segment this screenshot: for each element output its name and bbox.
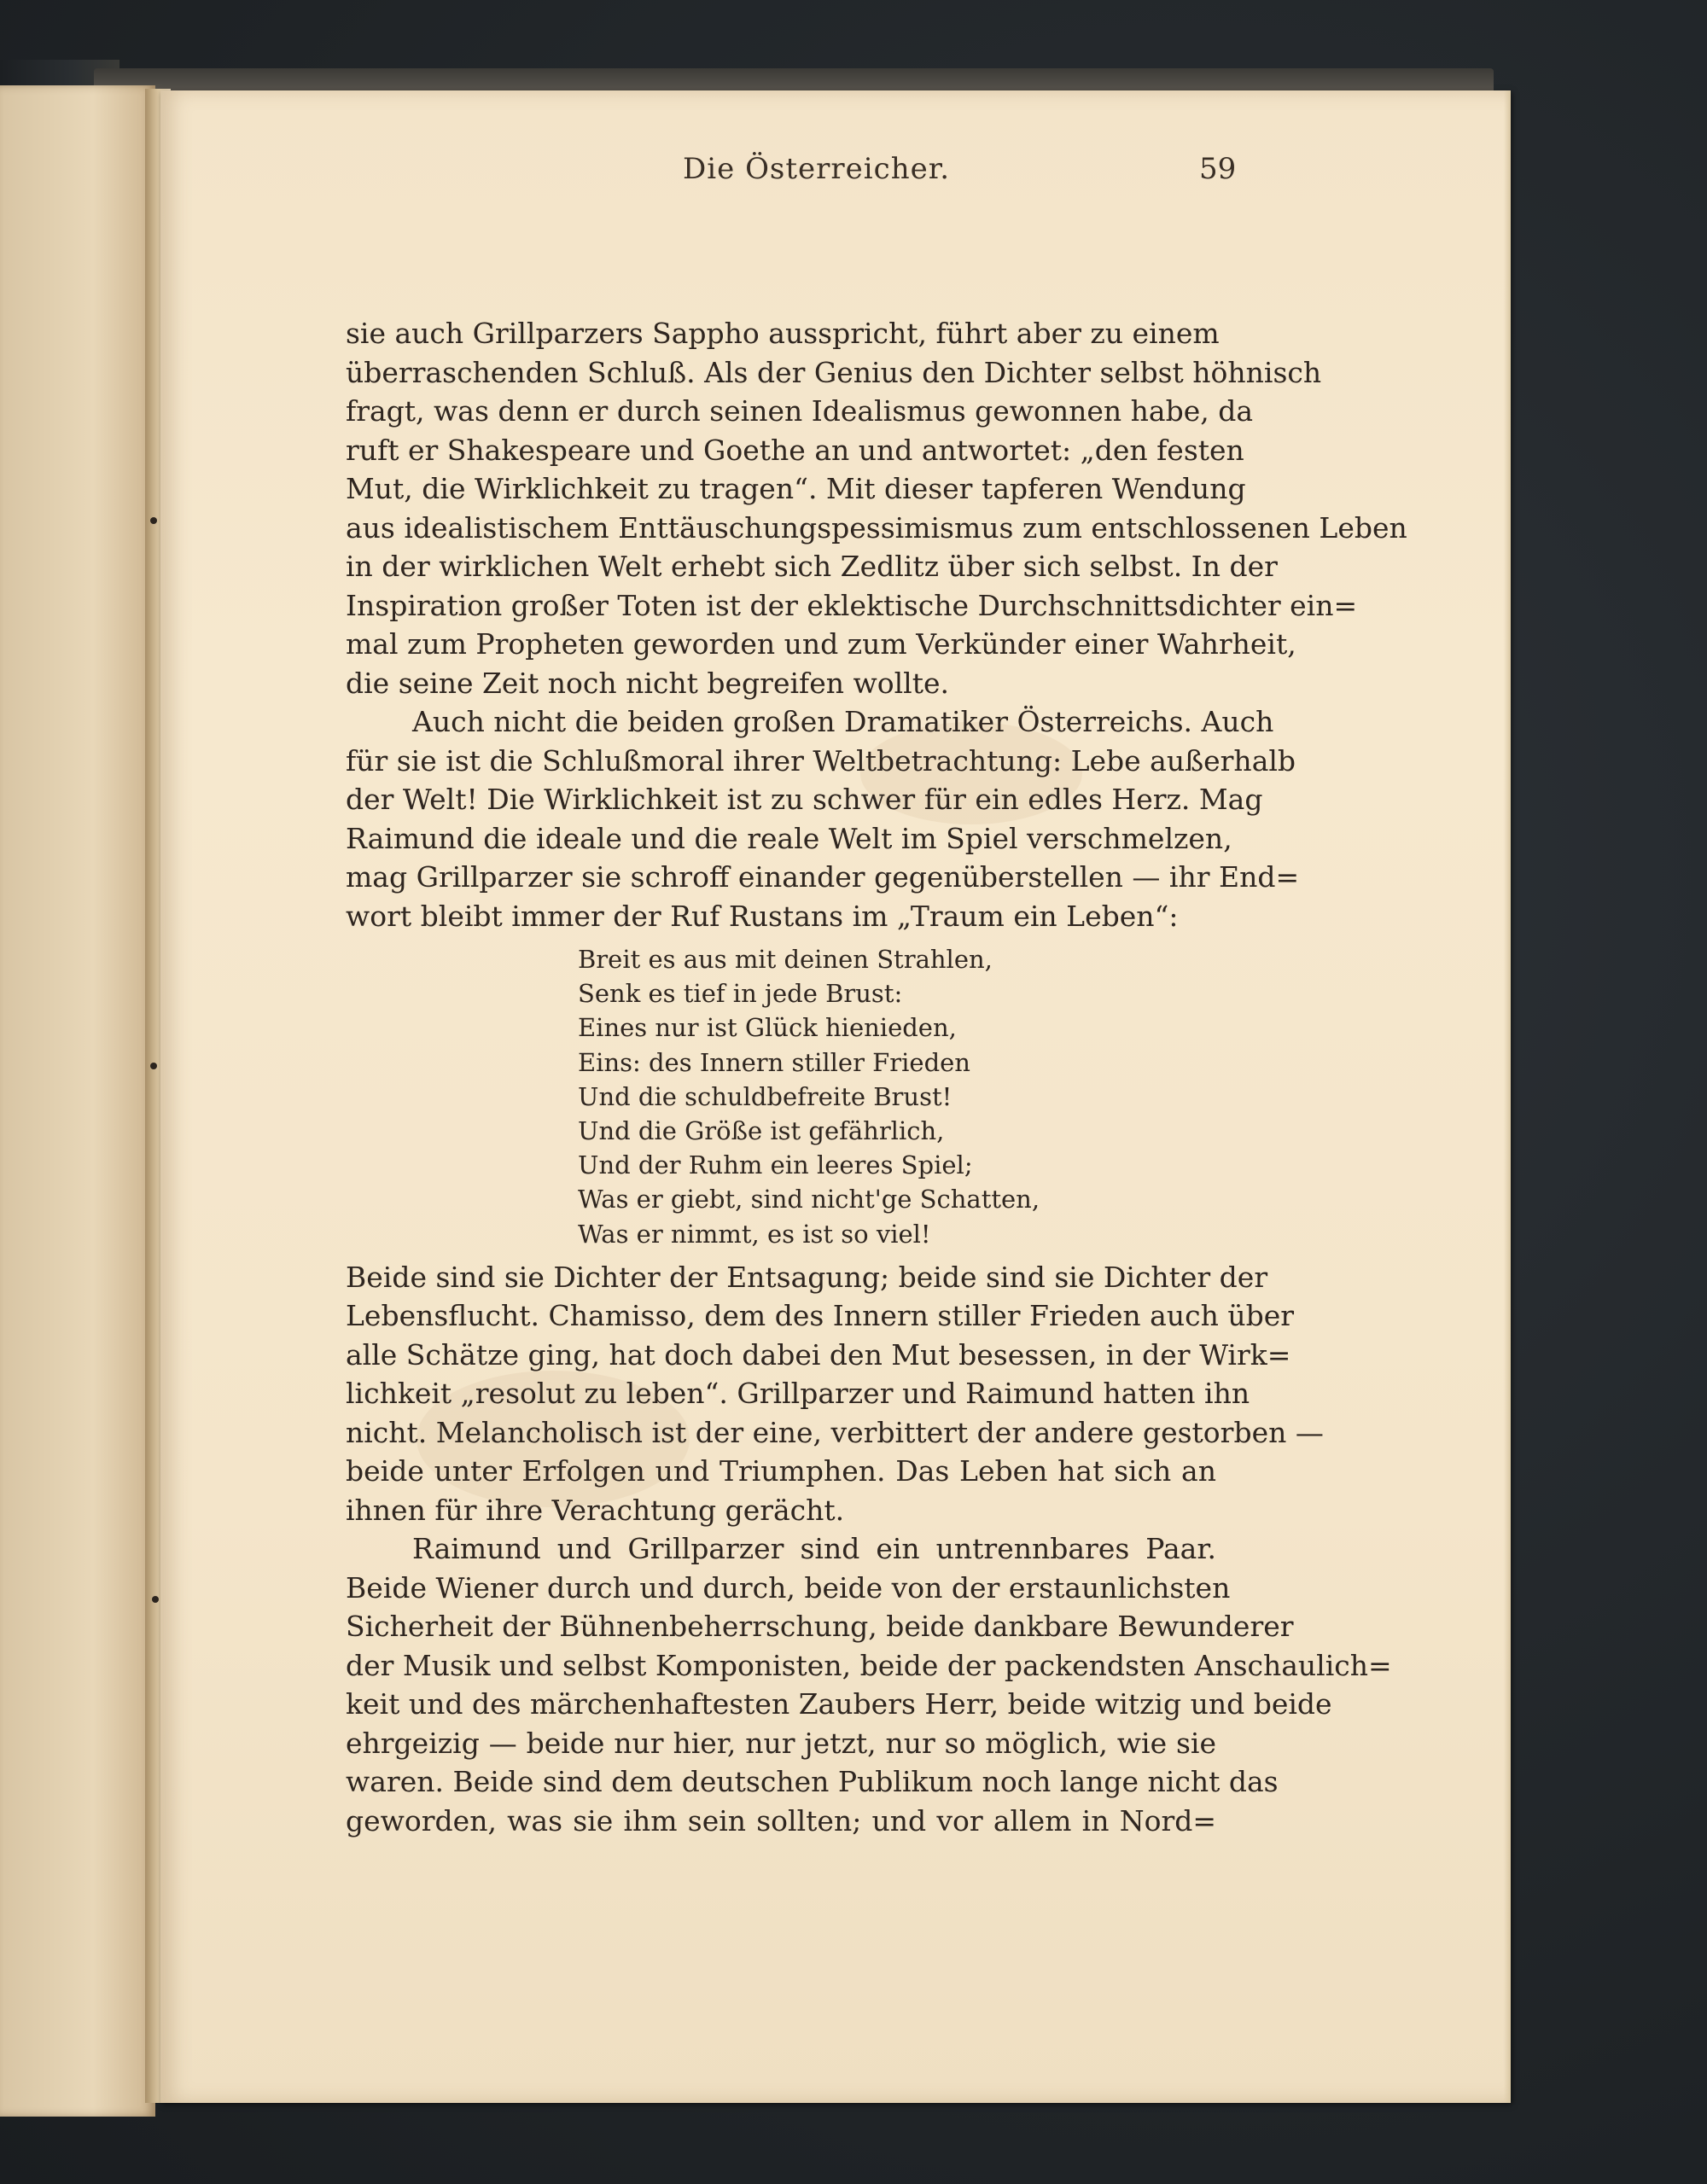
text-line: Beide Wiener durch und durch, beide von der erstaunlichsten <box>346 1570 1231 1605</box>
text-line: mal zum Propheten geworden und zum Verkünder einer Wahrheit, <box>346 627 1296 661</box>
verse-line: Und die schuldbefreite Brust! <box>578 1081 953 1111</box>
binding-hole <box>150 517 157 524</box>
text-line: ruft er Shakespeare und Goethe an und antwortet: „den festen <box>346 433 1244 467</box>
verse-line: Senk es tief in jede Brust: <box>578 979 903 1009</box>
verse-line: Breit es aus mit deinen Strahlen, <box>578 945 993 974</box>
text-line: Sicherheit der Bühnenbeherrschung, beide dankbare Bewunderer <box>346 1610 1294 1644</box>
verse-line: Eines nur ist Glück hienieden, <box>578 1013 957 1043</box>
text-line: für sie ist die Schlußmoral ihrer Weltbetrachtung: Lebe außerhalb <box>346 743 1296 778</box>
text-line: nicht. Melancholisch ist der eine, verbittert der andere gestorben — <box>346 1415 1324 1449</box>
text-line: die seine Zeit noch nicht begreifen wollte. <box>346 666 950 700</box>
text-line: in der wirklichen Welt erhebt sich Zedlitz über sich selbst. In der <box>346 550 1278 583</box>
text-line: Raimund die ideale und die reale Welt im Spiel verschmelzen, <box>346 821 1232 855</box>
verse-line: Und der Ruhm ein leeres Spiel; <box>578 1150 973 1180</box>
text-line: keit und des märchenhaftesten Zaubers Herr, beide witzig und beide <box>346 1687 1332 1721</box>
text-line: waren. Beide sind dem deutschen Publikum noch lange nicht das <box>346 1765 1279 1799</box>
running-title: Die Österreicher. <box>683 152 951 186</box>
text-line: überraschenden Schluß. Als der Genius den Dichter selbst höhnisch <box>346 355 1322 389</box>
text-line: sie auch Grillparzers Sappho ausspricht, führt aber zu einem <box>346 317 1220 350</box>
facing-page-edge <box>0 85 155 2117</box>
verse-line: Eins: des Innern stiller Frieden <box>578 1047 970 1077</box>
text-line: der Welt! Die Wirklichkeit ist zu schwer für ein edles Herz. Mag <box>346 783 1263 816</box>
text-line: ehrgeizig — beide nur hier, nur jetzt, nur so möglich, wie sie <box>346 1726 1216 1760</box>
text-line: alle Schätze ging, hat doch dabei den Mut besessen, in der Wirk= <box>346 1337 1291 1372</box>
binding-hole <box>150 1063 157 1069</box>
binding-hole <box>152 1596 159 1603</box>
verse-line: Was er nimmt, es ist so viel! <box>578 1219 931 1249</box>
body-text <box>346 314 1407 1840</box>
text-line: Mut, die Wirklichkeit zu tragen“. Mit dieser tapferen Wendung <box>346 472 1246 505</box>
text-line: wort bleibt immer der Ruf Rustans im „Traum ein Leben“: <box>346 899 1179 933</box>
paragraph-1 <box>346 314 1407 702</box>
text-line: der Musik und selbst Komponisten, beide der packendsten Anschaulich= <box>346 1648 1392 1682</box>
text-line: aus idealistischem Enttäuschungspessimismus zum entschlossenen Leben <box>346 510 1407 545</box>
page-edge <box>1504 90 1511 2103</box>
text-line: beide unter Erfolgen und Triumphen. Das Leben hat sich an <box>346 1454 1216 1488</box>
verse-quotation <box>578 942 1216 1251</box>
text-line: Inspiration großer Toten ist der eklektische Durchschnittsdichter ein= <box>346 588 1358 622</box>
text-line: Beide sind sie Dichter der Entsagung; beide sind sie Dichter der <box>346 1260 1268 1294</box>
verse-line: Und die Größe ist gefährlich, <box>578 1116 945 1146</box>
text-line: geworden, was sie ihm sein sollten; und vor allem in Nord= <box>346 1803 1216 1837</box>
text-line: fragt, was denn er durch seinen Idealismus gewonnen habe, da <box>346 394 1254 428</box>
text-line: ihnen für ihre Verachtung gerächt. <box>346 1493 845 1527</box>
paragraph-4 <box>346 1529 1392 1840</box>
verse-line: Was er giebt, sind nicht'ge Schatten, <box>578 1185 1040 1214</box>
text-line: lichkeit „resolut zu leben“. Grillparzer und Raimund hatten ihn <box>346 1377 1250 1411</box>
page-header <box>184 152 1237 203</box>
text-line: Auch nicht die beiden großen Dramatiker Österreichs. Auch <box>412 705 1274 738</box>
text-line: mag Grillparzer sie schroff einander gegenüberstellen — ihr End= <box>346 860 1300 894</box>
page-number: 59 <box>1199 152 1237 186</box>
text-line: Lebensflucht. Chamisso, dem des Innern stiller Frieden auch über <box>346 1299 1295 1333</box>
paragraph-2 <box>346 702 1300 935</box>
paragraph-3 <box>346 1258 1324 1530</box>
text-line: Raimund und Grillparzer sind ein untrennbares Paar. <box>412 1532 1216 1566</box>
